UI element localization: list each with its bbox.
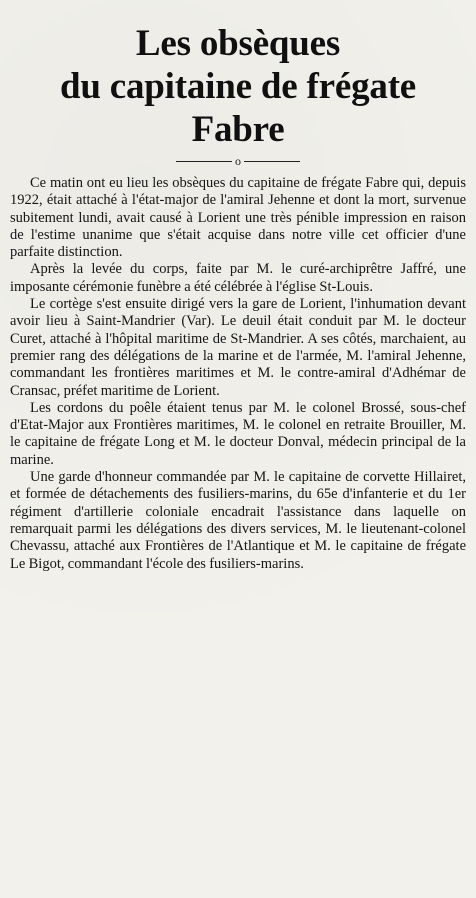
- headline-line-1: Les obsèques: [135, 23, 341, 64]
- title-separator: [10, 155, 466, 167]
- headline-line-3: Fabre: [191, 109, 285, 150]
- article-paragraph-1: Ce matin ont eu lieu les obsèques du capitaine de frégate Fabre qui, depuis 1922, était attaché à l'état-major de l'amiral Jehenne et dont la mort, survenue subitement lundi, avait causé à Lorient une très pénible impression en raison de l'estime unanime que s'était acquise dans notre ville cet officier d'une parfaite distinction.: [10, 175, 466, 261]
- article-paragraph-3: Le cortège s'est ensuite dirigé vers la gare de Lorient, l'inhumation devant avoir lieu à Saint-Mandrier (Var). Le deuil était conduit par M. le docteur Curet, attaché à l'hôpital maritime de St-Mandrier. A ses côtés, marchaient, au premier rang des délégations de la marine et de l'armée, M. l'amiral Jehenne, commandant les frontières maritimes et M. le contre-amiral d'Adhémar de Cransac, préfet maritime de Lorient.: [10, 296, 466, 399]
- article-paragraph-5: Une garde d'honneur commandée par M. le capitaine de corvette Hillairet, et formée de détachements des fusiliers-marins, du 65e d'infanterie et du 1er régiment d'artillerie coloniale encadrait l'assistance dans laquelle on remarquait parmi les délégations des divers services, M. le lieutenant-colonel Chevassu, attaché aux Frontières de l'Atlantique et M. le capitaine de frégate Le Bigot, commandant l'école des fusiliers-marins.: [10, 469, 466, 572]
- headline-line-2: du capitaine de frégate: [59, 66, 417, 107]
- article-headline: [10, 22, 466, 151]
- article-paragraph-2: Après la levée du corps, faite par M. le curé-archiprêtre Jaffré, une imposante cérémonie funèbre a été célébrée à l'église St-Louis.: [10, 261, 466, 295]
- article-paragraph-4: Les cordons du poêle étaient tenus par M. le colonel Brossé, sous-chef d'Etat-Major aux Frontières maritimes, M. le colonel en retraite Brouiller, M. le capitaine de frégate Long et M. le docteur Donval, médecin principal de la marine.: [10, 399, 466, 468]
- article-body: [10, 175, 466, 573]
- separator-rule-left: [176, 161, 232, 162]
- separator-rule-right: [244, 161, 300, 162]
- separator-ornament: o: [235, 154, 241, 168]
